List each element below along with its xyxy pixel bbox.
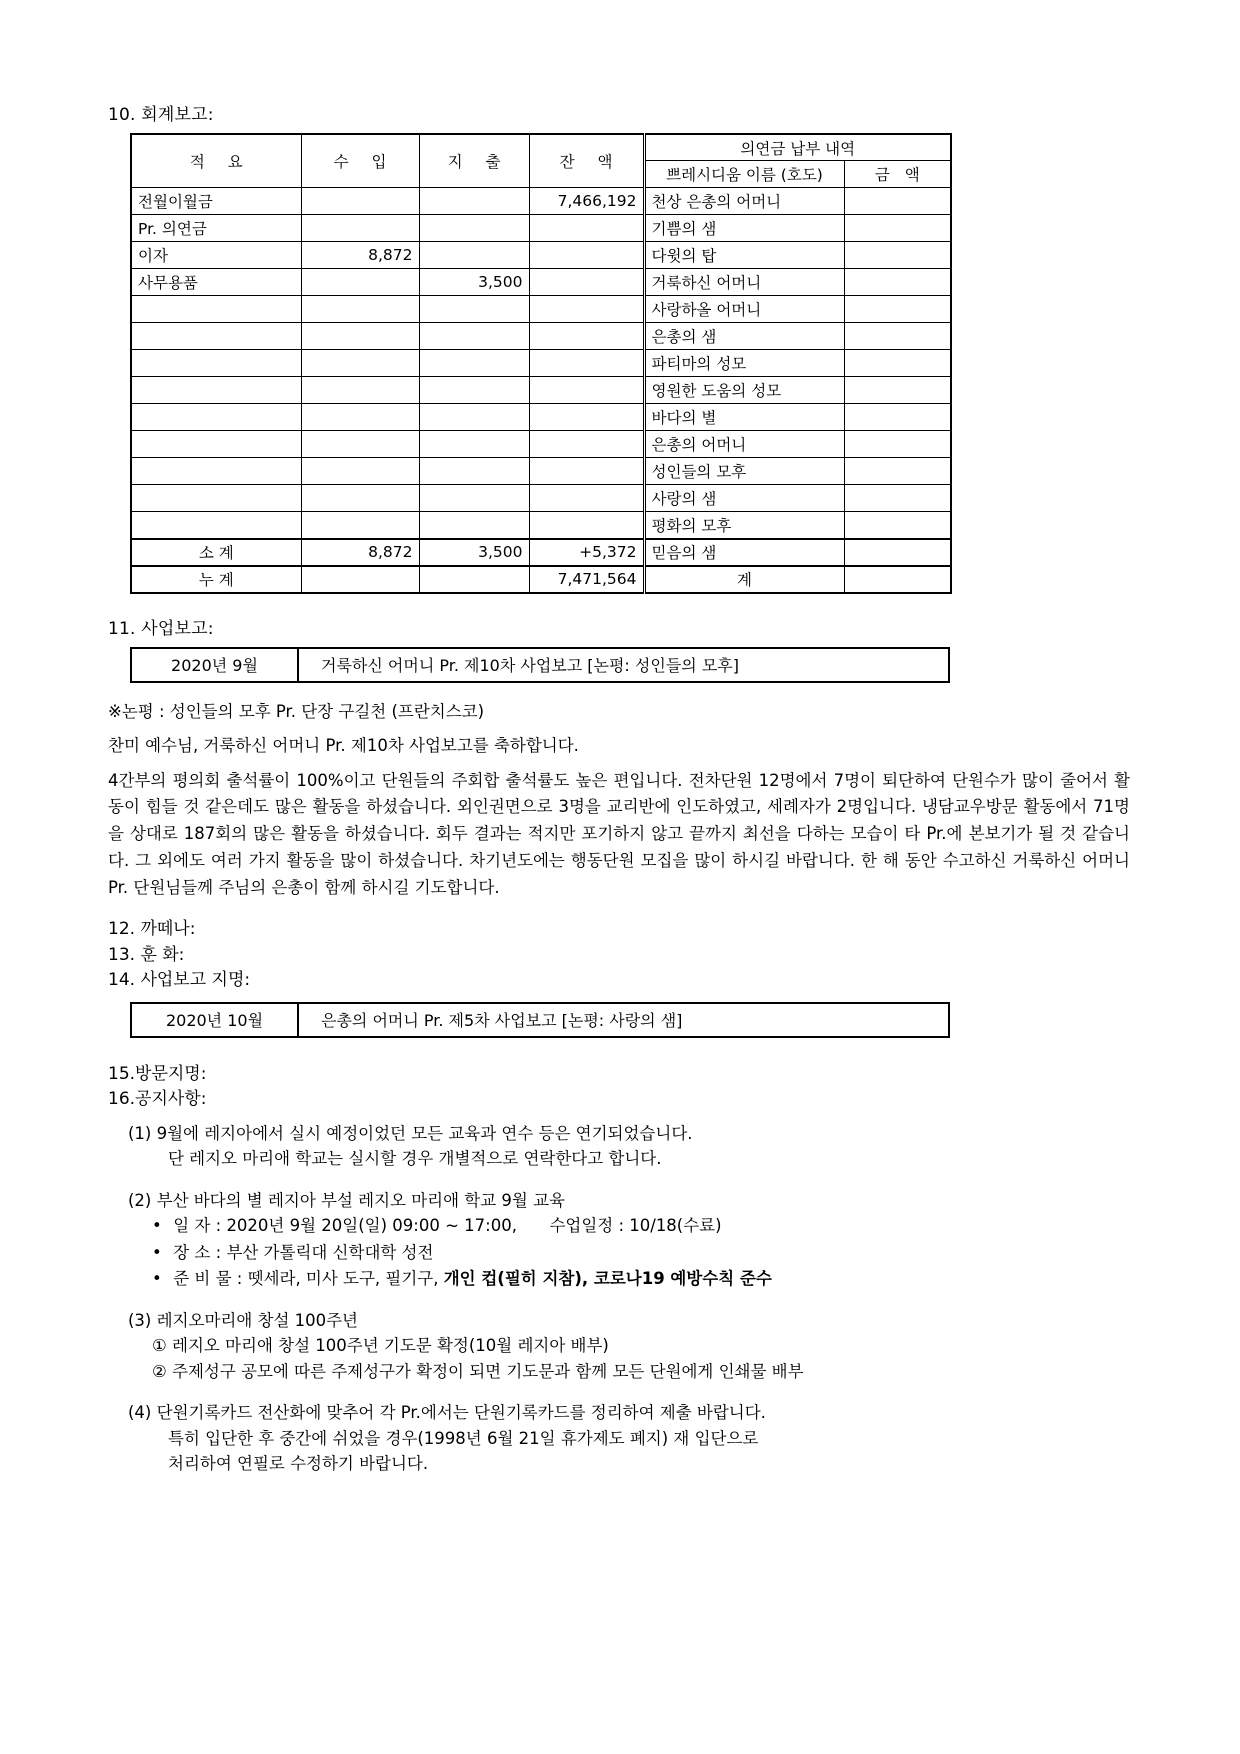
cell-income xyxy=(301,485,419,512)
cell-presidium: 은총의 어머니 xyxy=(644,431,844,458)
cell-amount xyxy=(844,269,951,296)
cell-balance xyxy=(529,377,644,404)
notice-2-bullet-2-value: 부산 가톨릭대 신학대학 성전 xyxy=(226,1242,434,1262)
cell-presidium: 성인들의 모후 xyxy=(644,458,844,485)
section-14-heading: 14. 사업보고 지명: xyxy=(108,970,251,991)
header-description: 적 요 xyxy=(131,134,301,188)
cell-presidium: 사랑하올 어머니 xyxy=(644,296,844,323)
cell-expense xyxy=(419,485,529,512)
notice-1 xyxy=(0,1121,1240,1147)
bullet-dot-icon: • xyxy=(152,1216,162,1236)
report-11-table xyxy=(130,647,950,683)
cell-expense xyxy=(419,215,529,242)
accounting-header-row-1 xyxy=(131,134,951,161)
cell-income xyxy=(301,512,419,539)
notice-3-item-1: ① 레지오 마리애 창설 100주년 기도문 확정(10월 레지아 배부) xyxy=(152,1336,609,1356)
cell-balance xyxy=(529,269,644,296)
comment-greeting: 찬미 예수님, 거룩하신 어머니 Pr. 제10차 사업보고를 축하합니다. xyxy=(108,736,579,756)
subtotal-label: 소 계 xyxy=(131,539,301,566)
table-row xyxy=(131,296,951,323)
notice-1-number: (1) xyxy=(128,1123,152,1143)
cell-balance xyxy=(529,350,644,377)
accounting-table xyxy=(130,133,952,594)
notice-3-item-2: ② 주제성구 공모에 따른 주제성구가 확정이 되면 기도문과 함께 모든 단원에게 인쇄물 배부 xyxy=(152,1361,804,1381)
report-11-date: 2020년 9월 xyxy=(131,648,298,682)
section-11-heading: 11. 사업보고: xyxy=(108,618,214,639)
cell-presidium: 천상 은총의 어머니 xyxy=(644,188,844,215)
cell-balance xyxy=(529,431,644,458)
cell-income xyxy=(301,269,419,296)
notice-2-bullet-3-value: 뗏세라, 미사 도구, 필기구, xyxy=(247,1268,439,1288)
cell-expense xyxy=(419,431,529,458)
cell-amount xyxy=(844,512,951,539)
notice-4-line-2: 특히 입단한 후 중간에 쉬었을 경우(1998년 6월 21일 휴가제도 폐지) 재 입단으로 xyxy=(168,1428,759,1448)
cell-presidium: 다윗의 탑 xyxy=(644,242,844,269)
total-row xyxy=(131,566,951,593)
cell-balance xyxy=(529,296,644,323)
header-balance: 잔 액 xyxy=(529,134,644,188)
notice-3-number: (3) xyxy=(128,1310,152,1330)
cell-balance: 7,466,192 xyxy=(529,188,644,215)
notice-3 xyxy=(0,1308,1240,1334)
cell-income xyxy=(301,431,419,458)
table-row xyxy=(131,1003,949,1037)
report-14-wrapper xyxy=(0,1002,1240,1038)
cell-amount xyxy=(844,242,951,269)
cell-income: 8,872 xyxy=(301,242,419,269)
cell-amount xyxy=(844,215,951,242)
subtotal-expense: 3,500 xyxy=(419,539,529,566)
section-15-heading: 15.방문지명: xyxy=(108,1063,207,1084)
cell-income xyxy=(301,323,419,350)
cell-amount xyxy=(844,485,951,512)
cell-expense xyxy=(419,512,529,539)
cell-balance xyxy=(529,323,644,350)
table-row xyxy=(131,512,951,539)
section-13-heading: 13. 훈 화: xyxy=(108,944,185,965)
cell-income xyxy=(301,215,419,242)
cell-description xyxy=(131,431,301,458)
header-presidium-name: 쁘레시디움 이름 (호도) xyxy=(644,161,844,188)
cell-amount xyxy=(844,377,951,404)
cell-presidium: 영원한 도움의 성모 xyxy=(644,377,844,404)
cell-description xyxy=(131,350,301,377)
table-row xyxy=(131,323,951,350)
notice-2-bullet-1 xyxy=(0,1213,1240,1239)
notice-2-number: (2) xyxy=(128,1190,152,1210)
cell-amount xyxy=(844,431,951,458)
subtotal-balance: +5,372 xyxy=(529,539,644,566)
total-amount xyxy=(844,566,951,593)
notice-2-bullet-2 xyxy=(0,1240,1240,1266)
total-expense xyxy=(419,566,529,593)
cell-description xyxy=(131,296,301,323)
header-income: 수 입 xyxy=(301,134,419,188)
bullet-dot-icon: • xyxy=(152,1242,162,1262)
notice-4 xyxy=(0,1400,1240,1426)
cell-presidium: 기쁨의 샘 xyxy=(644,215,844,242)
cell-presidium: 바다의 별 xyxy=(644,404,844,431)
cell-description xyxy=(131,404,301,431)
cell-expense: 3,500 xyxy=(419,269,529,296)
cell-expense xyxy=(419,377,529,404)
cell-income xyxy=(301,188,419,215)
subtotal-income: 8,872 xyxy=(301,539,419,566)
section-12-heading: 12. 까떼나: xyxy=(108,919,196,940)
cell-presidium: 은총의 샘 xyxy=(644,323,844,350)
cell-description: Pr. 의연금 xyxy=(131,215,301,242)
table-row xyxy=(131,458,951,485)
cell-amount xyxy=(844,188,951,215)
cell-balance xyxy=(529,404,644,431)
cell-presidium: 파티마의 성모 xyxy=(644,350,844,377)
table-row xyxy=(131,648,949,682)
notice-2-title: 부산 바다의 별 레지아 부설 레지오 마리애 학교 9월 교육 xyxy=(156,1190,565,1210)
notice-2-bullet-3 xyxy=(0,1266,1240,1292)
notice-2-bullet-3-emphasis: 개인 컵(필히 지참), 코로나19 예방수칙 준수 xyxy=(443,1268,772,1288)
cell-balance xyxy=(529,215,644,242)
section-16-heading: 16.공지사항: xyxy=(108,1089,207,1110)
notice-2-bullet-3-label: 준 비 물 : xyxy=(173,1268,243,1288)
notice-2-bullet-1-value: 2020년 9월 20일(일) 09:00 ~ 17:00, xyxy=(226,1216,517,1236)
header-amount: 금 액 xyxy=(844,161,951,188)
cell-description: 전월이월금 xyxy=(131,188,301,215)
cell-description xyxy=(131,485,301,512)
total-label: 누 계 xyxy=(131,566,301,593)
total-balance: 7,471,564 xyxy=(529,566,644,593)
cell-balance xyxy=(529,458,644,485)
total-presidium: 계 xyxy=(644,566,844,593)
cell-expense xyxy=(419,350,529,377)
cell-expense xyxy=(419,404,529,431)
cell-expense xyxy=(419,242,529,269)
notice-1-line-2: 단 레지오 마리애 학교는 실시할 경우 개별적으로 연락한다고 합니다. xyxy=(168,1149,662,1169)
cell-description xyxy=(131,458,301,485)
cell-expense xyxy=(419,458,529,485)
subtotal-row xyxy=(131,539,951,566)
cell-balance xyxy=(529,242,644,269)
total-income xyxy=(301,566,419,593)
cell-description: 사무용품 xyxy=(131,269,301,296)
notice-3-title: 레지오마리애 창설 100주년 xyxy=(156,1310,358,1330)
cell-balance xyxy=(529,485,644,512)
notice-1-line-1: 9월에 레지아에서 실시 예정이었던 모든 교육과 연수 등은 연기되었습니다. xyxy=(156,1123,693,1143)
report-14-text: 은총의 어머니 Pr. 제5차 사업보고 [논평: 사랑의 샘] xyxy=(298,1003,949,1037)
cell-description: 이자 xyxy=(131,242,301,269)
notice-2-bullet-2-label: 장 소 : xyxy=(173,1242,222,1262)
cell-amount xyxy=(844,296,951,323)
table-row xyxy=(131,404,951,431)
notice-2-bullet-1-extra: 수업일정 : 10/18(수료) xyxy=(549,1216,722,1236)
cell-expense xyxy=(419,188,529,215)
notice-2-bullet-1-label: 일 자 : xyxy=(173,1216,222,1236)
table-row xyxy=(131,215,951,242)
table-row xyxy=(131,269,951,296)
table-row xyxy=(131,485,951,512)
subtotal-presidium: 믿음의 샘 xyxy=(644,539,844,566)
cell-presidium: 평화의 모후 xyxy=(644,512,844,539)
notice-4-line-3: 처리하여 연필로 수정하기 바랍니다. xyxy=(168,1454,429,1474)
subtotal-amount xyxy=(844,539,951,566)
comment-header: ※논평 : 성인들의 모후 Pr. 단장 구길천 (프란치스코) xyxy=(108,701,485,721)
cell-amount xyxy=(844,458,951,485)
table-row xyxy=(131,242,951,269)
cell-amount xyxy=(844,404,951,431)
cell-income xyxy=(301,458,419,485)
cell-balance xyxy=(529,512,644,539)
cell-income xyxy=(301,296,419,323)
cell-expense xyxy=(419,323,529,350)
header-donation-group: 의연금 납부 내역 xyxy=(644,134,951,161)
header-expense: 지 출 xyxy=(419,134,529,188)
comment-body: 4간부의 평의회 출석률이 100%이고 단원들의 주회합 출석률도 높은 편입니다. 전차단원 12명에서 7명이 퇴단하여 단원수가 많이 줄어서 활동이 힘들 것 같은데도 많은 활동을 하셨습니다. 외인권면으로 3명을 교리반에 인도하였고, 세례자가 2명입니다. 냉담교우방문 활동에서 71명을 상대로 187회의 많은 활동을 하셨습니다. 회두 결과는 적지만 포기하지 않고 끝까지 최선을 다하는 모습이 타 Pr.에 본보기가 될 것 같습니다. 그 외에도 여러 가지 활동을 많이 하셨습니다. 차기년도에는 행동단원 모집을 많이 하시길 바랍니다. 한 해 동안 수고하신 거룩하신 어머니 Pr. 단원님들께 주님의 은총이 함께 하시길 기도합니다. xyxy=(108,770,1130,897)
report-14-table xyxy=(130,1002,950,1038)
cell-amount xyxy=(844,323,951,350)
table-row xyxy=(131,350,951,377)
cell-presidium: 거룩하신 어머니 xyxy=(644,269,844,296)
table-row xyxy=(131,377,951,404)
bullet-dot-icon: • xyxy=(152,1268,162,1288)
cell-presidium: 사랑의 샘 xyxy=(644,485,844,512)
cell-description xyxy=(131,323,301,350)
notice-4-line-1: 단원기록카드 전산화에 맞추어 각 Pr.에서는 단원기록카드를 정리하여 제출 바랍니다. xyxy=(156,1403,766,1423)
cell-expense xyxy=(419,296,529,323)
report-11-text: 거룩하신 어머니 Pr. 제10차 사업보고 [논평: 성인들의 모후] xyxy=(298,648,949,682)
cell-income xyxy=(301,404,419,431)
cell-amount xyxy=(844,350,951,377)
cell-description xyxy=(131,377,301,404)
cell-income xyxy=(301,377,419,404)
report-11-wrapper xyxy=(0,647,1240,683)
accounting-table-wrapper xyxy=(0,133,1240,594)
report-14-date: 2020년 10월 xyxy=(131,1003,298,1037)
table-row xyxy=(131,431,951,458)
notice-4-number: (4) xyxy=(128,1403,152,1423)
table-row xyxy=(131,188,951,215)
cell-income xyxy=(301,350,419,377)
section-10-heading: 10. 회계보고: xyxy=(108,105,214,125)
notice-2 xyxy=(0,1188,1240,1214)
cell-description xyxy=(131,512,301,539)
